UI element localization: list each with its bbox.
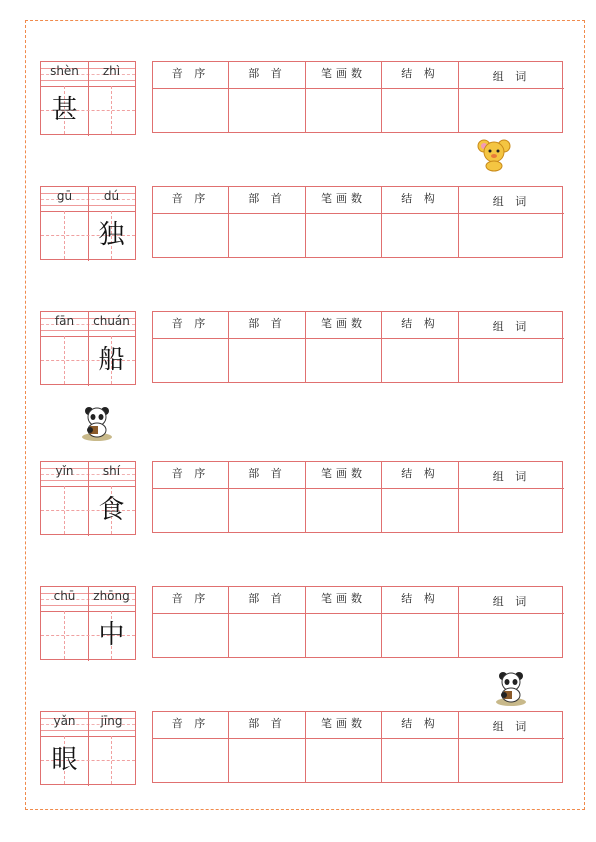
info-column: [459, 187, 564, 257]
answer-cell[interactable]: [459, 488, 564, 532]
character-row: [0, 61, 596, 135]
answer-cell[interactable]: [306, 338, 381, 382]
chinese-character: 独: [98, 220, 125, 250]
character-row: [0, 186, 596, 260]
chinese-character: 船: [98, 345, 125, 375]
bear-sticker-icon: [476, 138, 512, 172]
character-row: [0, 586, 596, 660]
tianzige-box: [40, 311, 136, 385]
column-header: 笔画数: [306, 587, 381, 614]
info-column: [306, 187, 382, 257]
info-column: [153, 587, 229, 657]
column-header: 音 序: [153, 712, 228, 739]
info-column: [382, 187, 459, 257]
answer-cell[interactable]: [382, 488, 458, 532]
answer-cell[interactable]: [459, 88, 564, 132]
panda-sticker-icon: [494, 670, 528, 706]
pinyin-right: zhì: [102, 64, 121, 78]
info-column: [459, 312, 564, 382]
column-header: 部 首: [229, 462, 305, 489]
panda-sticker-icon: [80, 405, 114, 441]
column-header: 部 首: [229, 712, 305, 739]
column-header: 笔画数: [306, 62, 381, 89]
column-header: 音 序: [153, 187, 228, 214]
info-column: [459, 587, 564, 657]
character-info-table: [152, 461, 563, 533]
chinese-character: 食: [98, 495, 125, 525]
answer-cell[interactable]: [229, 213, 305, 257]
answer-cell[interactable]: [153, 613, 228, 657]
answer-cell[interactable]: [229, 738, 305, 782]
column-header: 组 词: [459, 62, 564, 89]
pinyin-left: gū: [56, 189, 73, 203]
character-info-table: [152, 311, 563, 383]
chinese-character: 眼: [51, 745, 78, 775]
info-column: [459, 462, 564, 532]
answer-cell[interactable]: [153, 738, 228, 782]
pinyin-left: chū: [53, 589, 76, 603]
answer-cell[interactable]: [382, 738, 458, 782]
column-header: 笔画数: [306, 462, 381, 489]
column-header: 组 词: [459, 312, 564, 339]
info-column: [382, 712, 459, 782]
column-header: 笔画数: [306, 187, 381, 214]
tianzige-box: [40, 186, 136, 260]
info-column: [306, 462, 382, 532]
pinyin-right: chuán: [93, 314, 130, 328]
answer-cell[interactable]: [306, 613, 381, 657]
info-column: [459, 62, 564, 132]
info-column: [306, 312, 382, 382]
column-header: 部 首: [229, 62, 305, 89]
info-column: [306, 62, 382, 132]
answer-cell[interactable]: [306, 88, 381, 132]
tianzige-box: [40, 61, 136, 135]
column-header: 部 首: [229, 587, 305, 614]
column-header: 组 词: [459, 462, 564, 489]
column-header: 部 首: [229, 312, 305, 339]
answer-cell[interactable]: [229, 613, 305, 657]
pinyin-left: shèn: [50, 64, 79, 78]
column-header: 音 序: [153, 62, 228, 89]
answer-cell[interactable]: [229, 88, 305, 132]
character-row: [0, 711, 596, 785]
pinyin-right: jīng: [100, 714, 123, 728]
answer-cell[interactable]: [459, 338, 564, 382]
pinyin-right: dú: [103, 189, 120, 203]
answer-cell[interactable]: [382, 338, 458, 382]
character-row: [0, 461, 596, 535]
pinyin-left: fān: [54, 314, 75, 328]
column-header: 音 序: [153, 587, 228, 614]
answer-cell[interactable]: [459, 738, 564, 782]
answer-cell[interactable]: [459, 213, 564, 257]
info-column: [229, 187, 306, 257]
answer-cell[interactable]: [153, 213, 228, 257]
info-column: [382, 462, 459, 532]
character-info-table: [152, 186, 563, 258]
answer-cell[interactable]: [153, 488, 228, 532]
column-header: 笔画数: [306, 312, 381, 339]
info-column: [229, 312, 306, 382]
tianzige-box: [40, 461, 136, 535]
answer-cell[interactable]: [382, 613, 458, 657]
column-header: 笔画数: [306, 712, 381, 739]
info-column: [153, 712, 229, 782]
answer-cell[interactable]: [306, 488, 381, 532]
info-column: [153, 62, 229, 132]
answer-cell[interactable]: [153, 88, 228, 132]
column-header: 组 词: [459, 587, 564, 614]
answer-cell[interactable]: [306, 738, 381, 782]
answer-cell[interactable]: [382, 213, 458, 257]
info-column: [382, 587, 459, 657]
chinese-character: 中: [98, 620, 125, 650]
column-header: 部 首: [229, 187, 305, 214]
info-column: [153, 312, 229, 382]
character-row: [0, 311, 596, 385]
info-column: [229, 587, 306, 657]
column-header: 结 构: [382, 62, 458, 89]
info-column: [229, 712, 306, 782]
answer-cell[interactable]: [229, 488, 305, 532]
column-header: 音 序: [153, 312, 228, 339]
tianzige-box: [40, 586, 136, 660]
character-info-table: [152, 711, 563, 783]
pinyin-right: zhōng: [93, 589, 130, 603]
answer-cell[interactable]: [229, 338, 305, 382]
pinyin-right: shí: [102, 464, 121, 478]
info-column: [459, 712, 564, 782]
answer-cell[interactable]: [153, 338, 228, 382]
info-column: [229, 62, 306, 132]
column-header: 结 构: [382, 312, 458, 339]
column-header: 组 词: [459, 187, 564, 214]
info-column: [306, 587, 382, 657]
pinyin-left: yǐn: [55, 464, 74, 478]
info-column: [229, 462, 306, 532]
info-column: [306, 712, 382, 782]
answer-cell[interactable]: [459, 613, 564, 657]
info-column: [382, 62, 459, 132]
answer-cell[interactable]: [382, 88, 458, 132]
column-header: 结 构: [382, 712, 458, 739]
column-header: 结 构: [382, 587, 458, 614]
column-header: 结 构: [382, 187, 458, 214]
tianzige-box: [40, 711, 136, 785]
info-column: [382, 312, 459, 382]
character-info-table: [152, 61, 563, 133]
column-header: 音 序: [153, 462, 228, 489]
pinyin-left: yǎn: [53, 714, 76, 728]
chinese-character: 甚: [51, 95, 78, 125]
answer-cell[interactable]: [306, 213, 381, 257]
info-column: [153, 462, 229, 532]
column-header: 组 词: [459, 712, 564, 739]
column-header: 结 构: [382, 462, 458, 489]
info-column: [153, 187, 229, 257]
character-info-table: [152, 586, 563, 658]
